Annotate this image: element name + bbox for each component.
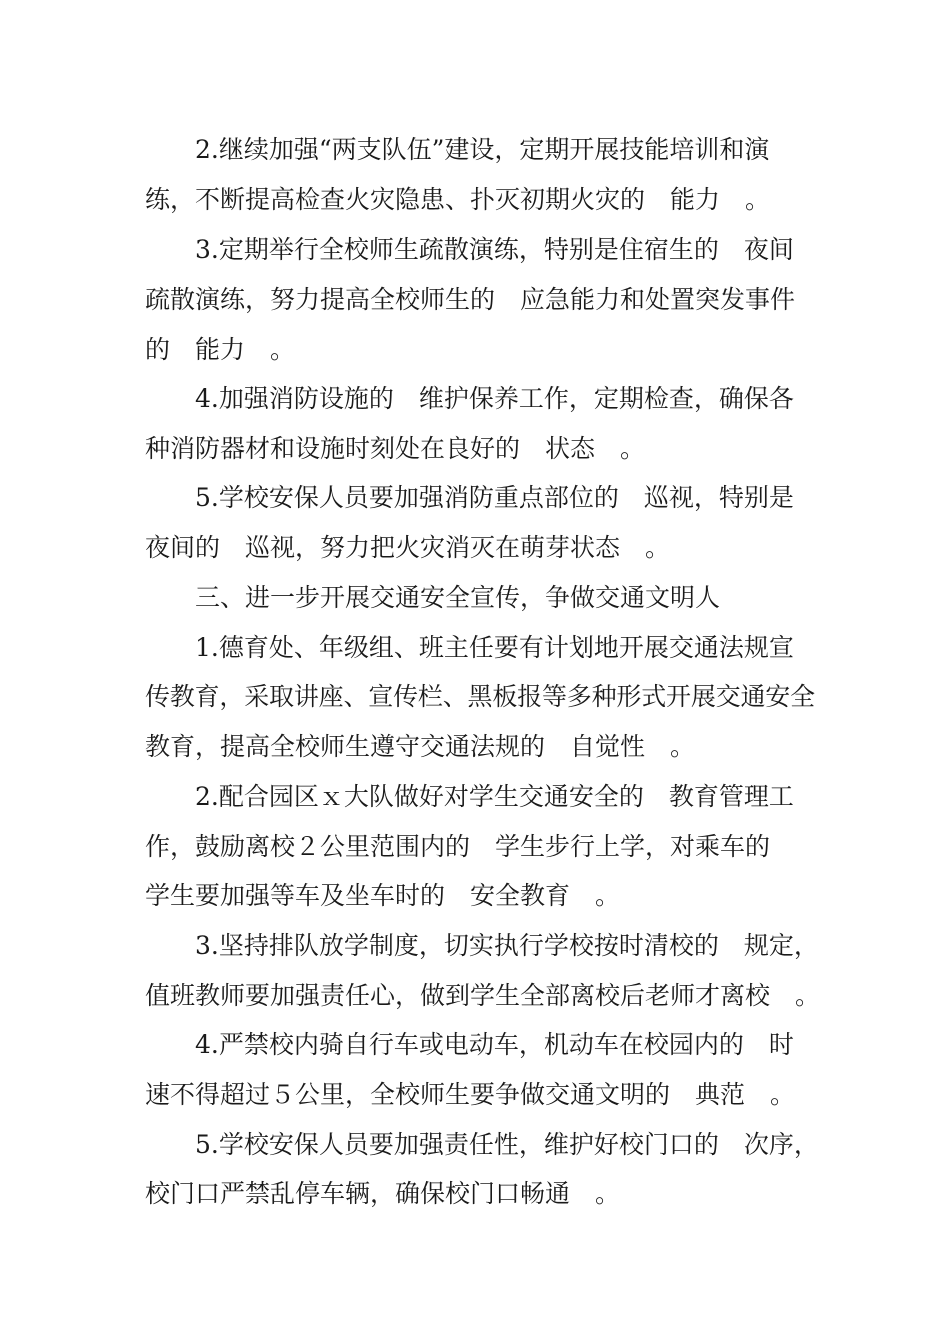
paragraph-line: 2.继续加强“两支队伍”建设，定期开展技能培训和演 [195,135,770,164]
paragraph-line: 作，鼓励离校２公里范围内的 学生步行上学，对乘车的 [145,832,771,861]
paragraph-line: 练，不断提高检查火灾隐患、扑灭初期火灾的 能力 。 [145,185,771,214]
paragraph-line: 5.学校安保人员要加强消防重点部位的 巡视，特别是 [195,483,794,512]
paragraph-line: 夜间的 巡视，努力把火灾消灭在萌芽状态 。 [145,533,671,562]
paragraph-line: 5.学校安保人员要加强责任性，维护好校门口的 次序， [195,1130,819,1159]
paragraph-line: 种消防器材和设施时刻处在良好的 状态 。 [145,434,646,463]
paragraph-line: 教育，提高全校师生遵守交通法规的 自觉性 。 [145,732,696,761]
section-heading: 三、进一步开展交通安全宣传，争做交通文明人 [195,583,721,612]
paragraph-line: 4.加强消防设施的 维护保养工作，定期检查，确保各 [195,384,794,413]
paragraph-line: 3.坚持排队放学制度，切实执行学校按时清校的 规定， [195,931,819,960]
paragraph-line: 1.德育处、年级组、班主任要有计划地开展交通法规宣 [195,633,794,662]
paragraph-line: 传教育，采取讲座、宣传栏、黑板报等多种形式开展交通安全 [145,682,815,711]
paragraph-line: 速不得超过５公里，全校师生要争做交通文明的 典范 。 [145,1080,796,1109]
paragraph-line: 2.配合园区ｘ大队做好对学生交通安全的 教育管理工 [195,782,794,811]
paragraph-line: 校门口严禁乱停车辆，确保校门口畅通 。 [145,1179,621,1208]
paragraph-line: 4.严禁校内骑自行车或电动车，机动车在校园内的 时 [195,1030,794,1059]
paragraph-line: 值班教师要加强责任心，做到学生全部离校后老师才离校 。 [145,981,821,1010]
paragraph-line: 的 能力 。 [145,335,296,364]
paragraph-line: 学生要加强等车及坐车时的 安全教育 。 [145,881,621,910]
paragraph-line: 疏散演练，努力提高全校师生的 应急能力和处置突发事件 [145,285,796,314]
paragraph-line: 3.定期举行全校师生疏散演练，特别是住宿生的 夜间 [195,235,794,264]
